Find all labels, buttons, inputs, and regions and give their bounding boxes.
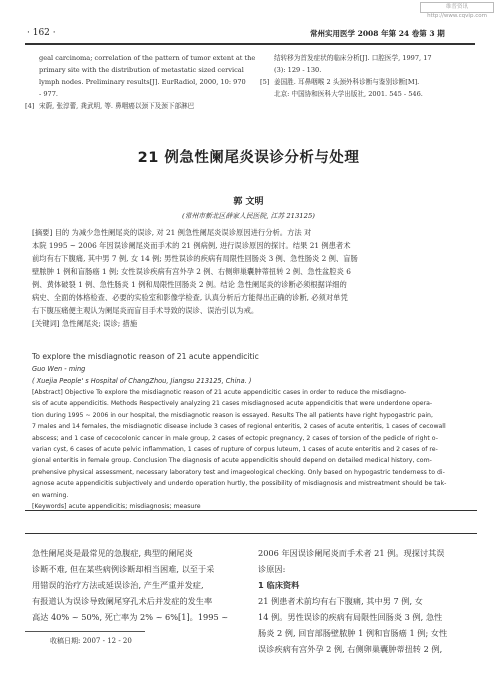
- abstract-line: 前均有右下腹痛, 其中男 7 例, 女 14 例; 男性误诊的疾病有局限性回肠炎 3 例、急性肠炎 2 例、盲肠: [32, 254, 358, 263]
- reference-number: [5]: [260, 78, 270, 86]
- reference-line: 北京: 中国协和医科大学出版社, 2001. 545 - 546.: [274, 90, 423, 98]
- body-line: 误诊疾病有宫外孕 2 例, 右侧卵巢囊肿蒂扭转 2 例,: [258, 644, 443, 654]
- body-column-left: [32, 545, 247, 625]
- reference-line: primary site with the distribution of metastatic sized cervical: [39, 66, 244, 74]
- references-left: [25, 52, 257, 112]
- abstract-line: tion during 1995 ~ 2006 in our hospital, the misdiagnotic reason is essayed. Results The all patients have right hypogastric pain,: [32, 411, 433, 419]
- keywords-english: [Keywords] acute appendicitis; misdiagnosis; measure: [32, 502, 201, 510]
- body-line: 21 例患者术前均有右下腹痛, 其中男 7 例, 女: [258, 596, 423, 606]
- reference-item: [260, 76, 475, 88]
- section-rule: [25, 510, 477, 511]
- body-line: 高达 40% ~ 50%, 死亡率为 2% ~ 6%[1]。1995 ~: [32, 612, 229, 622]
- abstract-line: [摘要] 目的 为减少急性阑尾炎的误诊, 对 21 例急性阑尾炎误诊原因进行分析。方法 对: [32, 228, 312, 237]
- footnote-rule: [25, 631, 145, 632]
- keywords-chinese: [关键词] 急性阑尾炎; 误诊; 措施: [32, 319, 138, 328]
- reference-line: 结转移为首发症状的临床分析[J]. 口腔医学, 1997, 17: [274, 54, 432, 62]
- reference-item: [25, 100, 257, 112]
- abstract-line: 7 males and 14 females, the misdiagnotic disease include 3 cases of regional enteritis, 2 cases of acute enteritis, 1 cases of cecowall: [32, 423, 446, 431]
- watermark: 维普资讯 http://www.cqvip.com: [420, 2, 494, 13]
- body-line: 14 例。男性误诊的疾病有局限性回肠炎 3 例, 急性: [258, 612, 443, 622]
- abstract-line: prehensive physical assessment, necessary laboratory test and imageological checking. Only based on hypogastric tenderness to di-: [32, 468, 445, 476]
- reference-line: - 977.: [39, 90, 59, 98]
- body-line: 急性阑尾炎是最常见的急腹症, 典型的阑尾炎: [32, 548, 193, 558]
- abstract-line: 例、黄体破裂 1 例、急性肠炎 1 例和局限性回肠炎 2 例。结论 急性阑尾炎的诊断必须根据详细的: [32, 280, 347, 289]
- reference-line: geal carcinoma; correlation of the pattern of tumor extent at the: [39, 54, 256, 62]
- abstract-line: gional enteritis in female group. Conclusion The diagnosis of acute appendicitis should depend on detailed medical history, com-: [32, 457, 432, 465]
- received-date: 收稿日期: 2007 - 12 - 20: [50, 637, 132, 645]
- body-line: 2006 年因误诊阑尾炎而手术者 21 例。现探讨其误: [258, 548, 445, 558]
- english-title: To explore the misdiagnotic reason of 21 acute appendicitic: [32, 352, 259, 361]
- article-title: 21 例急性阑尾炎误诊分析与处理: [137, 150, 360, 166]
- section-rule: [25, 533, 477, 534]
- reference-line: 姜国胜. 耳鼻咽喉 2 头颈外科诊断与鉴别诊断[M].: [274, 78, 420, 86]
- journal-header: 常州实用医学 2008 年第 24 卷第 3 期: [310, 29, 445, 38]
- abstract-line: 右下腹压痛便主观认为阑尾炎而盲目手术导致的误诊、误治引以为戒。: [32, 306, 259, 315]
- abstract-line: varian cyst, 6 cases of acute pelvic inflammation, 1 cases of rupture of corpus luteum, 1 cases of acute enteritis and 2 cases of re-: [32, 445, 438, 453]
- abstract-line: 病史、全面的体格检查、必要的实验室和影像学检查, 认真分析后方能得出正确的诊断, 必须对单凭: [32, 293, 348, 302]
- english-affiliation: ( Xuejia People' s Hospital of ChangZhou, Jiangsu 213125, China. ): [32, 377, 252, 385]
- abstract-line: 壁脓肿 1 例和盲肠癌 1 例; 女性误诊疾病有宫外孕 2 例、右侧卵巢囊肿蒂扭转 2 例、急性盆腔炎 6: [32, 267, 351, 276]
- body-line: 肠炎 2 例, 回盲部肠壁脓肿 1 例和盲肠癌 1 例; 女性: [258, 628, 448, 638]
- references-right: [260, 52, 475, 100]
- abstract-line: 本院 1995 ~ 2006 年因误诊阑尾炎而手术的 21 例病例, 进行误诊原因的探讨。结果 21 例患者术: [32, 241, 351, 250]
- section-heading: 1 临床资料: [258, 580, 300, 590]
- body-line: 有报道认为误诊导致阑尾穿孔术后并发症的发生率: [32, 596, 213, 606]
- abstract-english: [32, 350, 470, 512]
- reference-number: [4]: [25, 102, 35, 110]
- article-author: 郭 文明: [233, 197, 264, 207]
- abstract-line: [Abstract] Objective To explore the misdiagnotic reason of 21 acute appendicitic cases in order to reduce the misdiagno-: [32, 389, 407, 396]
- reference-line: (3): 129 - 130.: [274, 66, 322, 74]
- english-author: Guo Wen - ming: [32, 365, 86, 373]
- reference-line: 宋蔚, 张淳蕾, 龚武明, 等. 鼻咽癌以颈下及颈下部淋巴: [39, 102, 195, 110]
- page-number: · 162 ·: [27, 28, 56, 38]
- article-affiliation: (常州市新北区薛家人民医院, 江苏 213125): [182, 212, 315, 220]
- abstract-chinese: [32, 226, 470, 330]
- abstract-line: sis of acute appendicitis. Methods Respectively analyzing 21 cases misdiagnosed acute appendicitis that were underdone opera-: [32, 400, 433, 408]
- abstract-line: en warning.: [32, 491, 69, 499]
- abstract-line: abscess; and 1 case of cecocolonic cancer in male group, 2 cases of ectopic pregnancy, 2 cases of torsion of the pedicle of right o-: [32, 434, 438, 442]
- body-line: 用错误的治疗方法或延误诊治, 产生严重并发症,: [32, 580, 204, 590]
- abstract-line: agnose acute appendicitis subjectively and underdo operation hurtly, the possibility of misdiagnosis and mistreatment should be tak-: [32, 480, 447, 488]
- body-line: 诊原因:: [258, 564, 286, 574]
- reference-line: lymph nodes. Preliminary results[J]. EurRadiol, 2000, 10: 970: [39, 78, 246, 86]
- body-line: 诊断不难, 但在某些病例诊断却相当困难, 以至于采: [32, 564, 215, 574]
- body-column-right: [258, 545, 476, 657]
- header-rule: [25, 43, 475, 45]
